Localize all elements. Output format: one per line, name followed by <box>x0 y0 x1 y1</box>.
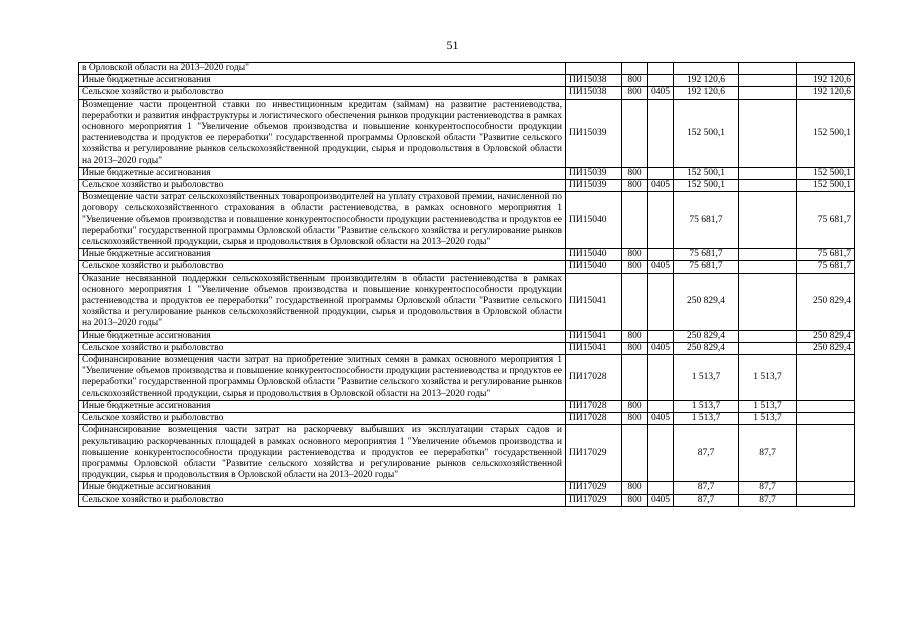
cell-amount-federal: 87,7 <box>739 425 797 482</box>
cell-amount-total: 250 829,4 <box>674 273 739 330</box>
cell-amount-federal <box>739 75 797 87</box>
cell-name: Иные бюджетные ассигнования <box>79 75 566 87</box>
cell-name: Иные бюджетные ассигнования <box>79 249 566 261</box>
cell-section <box>648 400 674 412</box>
cell-target-code: ПИ15038 <box>566 75 622 87</box>
cell-section <box>648 330 674 342</box>
cell-name: Софинансирование возмещения части затрат на приобретение элитных семян в рамках основного мероприятия 1 "Увеличение объемов производства и повышение конкурентоспособности продукции растениеводства и продуктов ее переработки" государственной программы Орловской области "Развитие сельского хозяйства и регулирование рынков сельскохозяйственной продукции, сырья и продовольствия в Орловской области на 2013–2020 годы" <box>79 355 566 401</box>
cell-amount-total: 87,7 <box>674 494 739 506</box>
cell-amount-federal: 87,7 <box>739 482 797 494</box>
cell-name: Иные бюджетные ассигнования <box>79 482 566 494</box>
cell-amount-total: 152 500,1 <box>674 180 739 192</box>
cell-amount-total: 192 120,6 <box>674 87 739 99</box>
cell-amount-total: 192 120,6 <box>674 75 739 87</box>
table-row <box>79 425 855 482</box>
cell-amount-regional: 192 120,6 <box>797 75 855 87</box>
table-row <box>79 192 855 249</box>
cell-expense-type: 800 <box>622 75 648 87</box>
cell-section: 0405 <box>648 413 674 425</box>
cell-amount-regional <box>797 413 855 425</box>
cell-section: 0405 <box>648 342 674 354</box>
cell-name: Возмещение части затрат сельскохозяйственных товаропроизводителей на уплату страховой премии, начисленной по договору сельскохозяйственного страхования в области растениеводства, в рамках основного мероприятия 1 "Увеличение объемов производства и повышение конкурентоспособности продукции растениеводства и продуктов ее переработки" государственной программы Орловской области "Развитие сельского хозяйства и регулирование рынков сельскохозяйственной продукции, сырья и продовольствия в Орловской области на 2013–2020 годы" <box>79 192 566 249</box>
cell-amount-total: 87,7 <box>674 425 739 482</box>
cell-expense-type: 800 <box>622 482 648 494</box>
cell-name: Сельское хозяйство и рыболовство <box>79 413 566 425</box>
cell-name: Иные бюджетные ассигнования <box>79 330 566 342</box>
cell-expense-type: 800 <box>622 261 648 273</box>
cell-name: Иные бюджетные ассигнования <box>79 167 566 179</box>
cell-amount-federal <box>739 273 797 330</box>
cell-expense-type <box>622 99 648 167</box>
cell-name: Сельское хозяйство и рыболовство <box>79 87 566 99</box>
cell-amount-federal <box>739 192 797 249</box>
cell-expense-type: 800 <box>622 87 648 99</box>
cell-section: 0405 <box>648 494 674 506</box>
cell-amount-federal <box>739 249 797 261</box>
cell-name: Возмещение части процентной ставки по инвестиционным кредитам (займам) на развитие растениеводства, переработки и развития инфраструктуры и логистического обеспечения рынков продукции растениеводства в рамках основного мероприятия 1 "Увеличение объемов производства и повышение конкурентоспособности продукции растениеводства и продуктов ее переработки" государственной программы Орловской области "Развитие сельского хозяйства и регулирование рынков сельскохозяйственной продукции, сырья и продовольствия в Орловской области на 2013–2020 годы" <box>79 99 566 167</box>
cell-expense-type: 800 <box>622 167 648 179</box>
cell-name: Сельское хозяйство и рыболовство <box>79 494 566 506</box>
cell-amount-regional <box>797 482 855 494</box>
cell-section <box>648 75 674 87</box>
cell-expense-type <box>622 63 648 75</box>
cell-amount-regional: 75 681,7 <box>797 192 855 249</box>
cell-amount-regional: 75 681,7 <box>797 261 855 273</box>
cell-amount-regional <box>797 400 855 412</box>
cell-amount-federal <box>739 167 797 179</box>
cell-amount-regional: 250 829,4 <box>797 330 855 342</box>
cell-amount-total: 1 513,7 <box>674 413 739 425</box>
table-row <box>79 167 855 179</box>
budget-table-body <box>79 63 855 507</box>
cell-target-code: ПИ17029 <box>566 482 622 494</box>
cell-amount-regional: 75 681,7 <box>797 249 855 261</box>
cell-amount-federal <box>739 87 797 99</box>
cell-amount-regional <box>797 494 855 506</box>
cell-section <box>648 192 674 249</box>
page-number: 51 <box>446 38 459 52</box>
cell-name: Сельское хозяйство и рыболовство <box>79 342 566 354</box>
cell-amount-federal: 1 513,7 <box>739 355 797 401</box>
cell-section <box>648 482 674 494</box>
cell-amount-regional: 152 500,1 <box>797 99 855 167</box>
cell-section: 0405 <box>648 180 674 192</box>
cell-target-code: ПИ15039 <box>566 167 622 179</box>
cell-amount-federal <box>739 180 797 192</box>
cell-name: Сельское хозяйство и рыболовство <box>79 180 566 192</box>
cell-amount-total: 152 500,1 <box>674 99 739 167</box>
cell-amount-total: 75 681,7 <box>674 261 739 273</box>
cell-name: в Орловской области на 2013–2020 годы" <box>79 63 566 75</box>
cell-section <box>648 167 674 179</box>
cell-expense-type: 800 <box>622 180 648 192</box>
cell-section <box>648 273 674 330</box>
cell-amount-total: 1 513,7 <box>674 355 739 401</box>
table-row <box>79 413 855 425</box>
table-row <box>79 494 855 506</box>
cell-amount-federal <box>739 330 797 342</box>
table-row <box>79 63 855 75</box>
cell-expense-type: 800 <box>622 400 648 412</box>
cell-amount-federal <box>739 261 797 273</box>
cell-target-code: ПИ15038 <box>566 87 622 99</box>
cell-section <box>648 355 674 401</box>
cell-amount-total: 75 681,7 <box>674 192 739 249</box>
cell-amount-federal: 87,7 <box>739 494 797 506</box>
table-row <box>79 342 855 354</box>
cell-amount-federal <box>739 63 797 75</box>
cell-amount-regional: 250 829,4 <box>797 273 855 330</box>
table-row <box>79 355 855 401</box>
cell-amount-total: 250 829,4 <box>674 342 739 354</box>
cell-name: Софинансирование возмещения части затрат на раскорчевку выбывших из эксплуатации старых садов и рекультивацию раскорчеванных площадей в рамках основного мероприятия 1 "Увеличение объемов производства и повышение конкурентоспособности продукции растениеводства и продуктов ее переработки" государственной программы Орловской области "Развитие сельского хозяйства и регулирование рынков сельскохозяйственной продукции, сырья и продовольствия в Орловской области на 2013–2020 годы" <box>79 425 566 482</box>
cell-name: Иные бюджетные ассигнования <box>79 400 566 412</box>
table-row <box>79 261 855 273</box>
table-row <box>79 180 855 192</box>
cell-target-code: ПИ15040 <box>566 249 622 261</box>
table-row <box>79 400 855 412</box>
cell-section: 0405 <box>648 261 674 273</box>
cell-expense-type: 800 <box>622 413 648 425</box>
cell-name: Оказание несвязанной поддержки сельскохозяйственным производителям в области растениеводства в рамках основного мероприятия 1 "Увеличение объемов производства и повышение конкурентоспособности продукции растениеводства и продуктов ее переработки" государственной программы Орловской области "Развитие сельского хозяйства и регулирование рынков сельскохозяйственной продукции, сырья и продовольствия в Орловской области на 2013–2020 годы" <box>79 273 566 330</box>
cell-amount-total: 87,7 <box>674 482 739 494</box>
cell-expense-type <box>622 355 648 401</box>
cell-target-code <box>566 63 622 75</box>
table-row <box>79 75 855 87</box>
cell-amount-total: 1 513,7 <box>674 400 739 412</box>
cell-expense-type <box>622 273 648 330</box>
cell-target-code: ПИ15041 <box>566 330 622 342</box>
cell-amount-regional <box>797 425 855 482</box>
cell-section <box>648 249 674 261</box>
cell-amount-regional: 152 500,1 <box>797 167 855 179</box>
table-row <box>79 273 855 330</box>
cell-target-code: ПИ15041 <box>566 273 622 330</box>
cell-expense-type: 800 <box>622 494 648 506</box>
table-row <box>79 482 855 494</box>
cell-target-code: ПИ15040 <box>566 261 622 273</box>
cell-expense-type: 800 <box>622 342 648 354</box>
cell-amount-regional <box>797 355 855 401</box>
cell-amount-federal: 1 513,7 <box>739 413 797 425</box>
cell-expense-type: 800 <box>622 330 648 342</box>
cell-amount-federal: 1 513,7 <box>739 400 797 412</box>
cell-amount-regional: 192 120,6 <box>797 87 855 99</box>
cell-section <box>648 63 674 75</box>
cell-amount-total: 152 500,1 <box>674 167 739 179</box>
cell-target-code: ПИ15041 <box>566 342 622 354</box>
cell-amount-regional: 250 829,4 <box>797 342 855 354</box>
cell-target-code: ПИ17029 <box>566 425 622 482</box>
cell-target-code: ПИ17028 <box>566 413 622 425</box>
cell-amount-federal <box>739 99 797 167</box>
cell-target-code: ПИ17028 <box>566 400 622 412</box>
cell-expense-type <box>622 425 648 482</box>
cell-target-code: ПИ15039 <box>566 99 622 167</box>
cell-amount-federal <box>739 342 797 354</box>
cell-target-code: ПИ17028 <box>566 355 622 401</box>
cell-section <box>648 425 674 482</box>
cell-target-code: ПИ15039 <box>566 180 622 192</box>
cell-amount-total <box>674 63 739 75</box>
cell-amount-total: 250 829,4 <box>674 330 739 342</box>
cell-amount-total: 75 681,7 <box>674 249 739 261</box>
cell-amount-regional: 152 500,1 <box>797 180 855 192</box>
cell-expense-type <box>622 192 648 249</box>
cell-expense-type: 800 <box>622 249 648 261</box>
cell-name: Сельское хозяйство и рыболовство <box>79 261 566 273</box>
cell-amount-regional <box>797 63 855 75</box>
table-row <box>79 330 855 342</box>
cell-target-code: ПИ17029 <box>566 494 622 506</box>
budget-table <box>78 62 855 507</box>
cell-section: 0405 <box>648 87 674 99</box>
table-row <box>79 87 855 99</box>
cell-target-code: ПИ15040 <box>566 192 622 249</box>
table-row <box>79 249 855 261</box>
cell-section <box>648 99 674 167</box>
table-row <box>79 99 855 167</box>
